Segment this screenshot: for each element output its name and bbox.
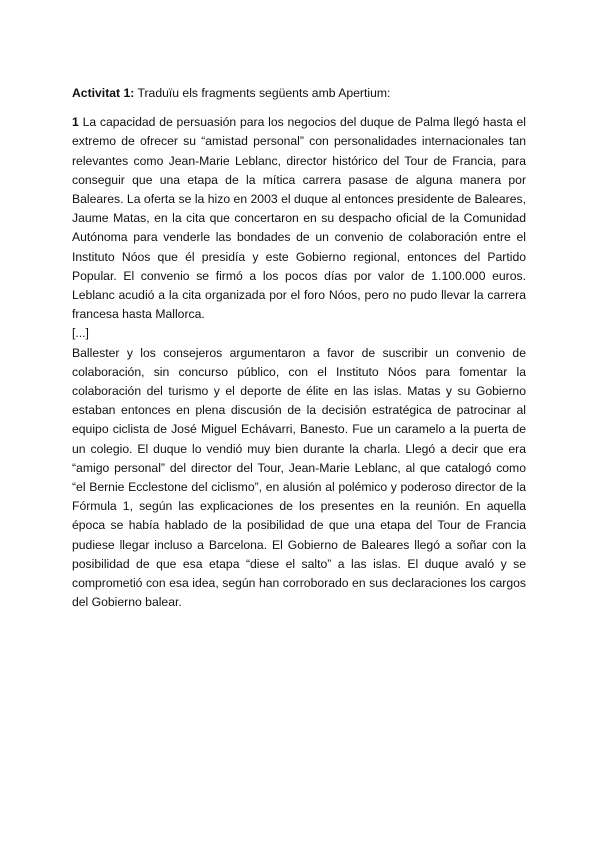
fragment-paragraph-1: [72, 113, 526, 324]
fragment-text-1: La capacidad de persuasión para los negocios del duque de Palma llegó hasta el extremo de ofrecer su “amistad personal” con personalidades internacionales tan relevantes como Jean-Marie Leblanc, director histórico del Tour de Francia, para conseguir que una etapa de la mítica carrera pasase de alguna manera por Baleares. La oferta se la hizo en 2003 el duque al entonces presidente de Baleares, Jaume Matas, en la cita que concertaron en su despacho oficial de la Comunidad Autónoma para venderle las bondades de un convenio de colaboración entre el Instituto Nóos que él presidía y este Gobierno regional, entonces del Partido Popular. El convenio se firmó a los pocos días por valor de 1.100.000 euros. Leblanc acudió a la cita organizada por el foro Nóos, pero no pudo llevar la carrera francesa hasta Mallorca.: [72, 115, 526, 322]
omission-marker: [...]: [72, 326, 89, 341]
activity-instruction: Traduïu els fragments següents amb Apertium:: [137, 86, 391, 100]
activity-heading: [72, 84, 526, 103]
document-page: [72, 84, 526, 612]
activity-label: Activitat 1:: [72, 86, 135, 100]
fragment-paragraph-2: Ballester y los consejeros argumentaron a favor de suscribir un convenio de colaboración, sin concurso público, con el Instituto Nóos para fomentar la colaboración del turismo y el deporte de élite en las islas. Matas y su Gobierno estaban entonces en plena discusión de la decisión estratégica de patrocinar al equipo ciclista de José Miguel Echávarri, Banesto. Fue un caramelo a la puerta de un colegio. El duque lo vendió muy bien durante la charla. Llegó a decir que era “amigo personal” del director del Tour, Jean-Marie Leblanc, al que catalogó como “el Bernie Ecclestone del ciclismo”, en alusión al polémico y poderoso director de la Fórmula 1, según las explicaciones de los presentes en la reunión. En aquella época se había hablado de la posibilidad de que una etapa del Tour de Francia pudiese llegar incluso a Barcelona. El Gobierno de Baleares llegó a soñar con la posibilidad de que esa etapa “diese el salto” a las islas. El duque avaló y se comprometió con esa idea, según han corroborado en sus declaraciones los cargos del Gobierno balear.: [72, 345, 526, 610]
fragment-number: 1: [72, 115, 79, 130]
